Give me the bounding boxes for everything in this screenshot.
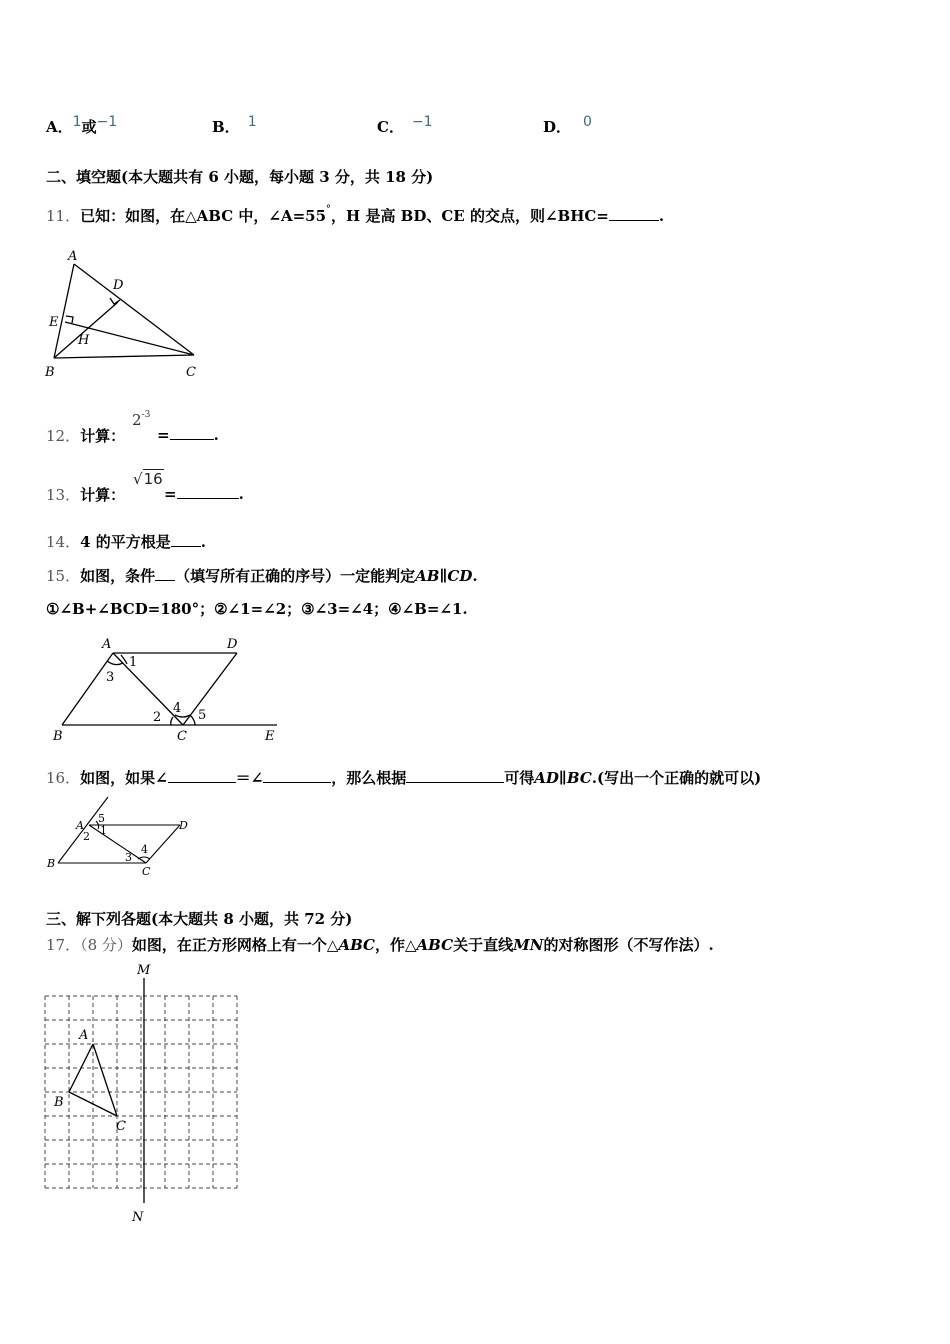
svg-text:C: C xyxy=(186,365,196,380)
q15-text: 15．如图，条件 （填写所有正确的序号）一定能判定AB∥CD. xyxy=(46,567,478,585)
q11-triangle-figure xyxy=(40,245,215,385)
svg-text:2: 2 xyxy=(83,830,90,843)
svg-text:1: 1 xyxy=(100,824,107,837)
q13-text: 13．计算： xyxy=(46,486,126,504)
svg-text:A: A xyxy=(79,1028,89,1043)
q16-text: 16．如图，如果∠ ＝∠ ，那么根据 可得AD∥BC.(写出一个正确的就可以) xyxy=(46,769,762,787)
q13-answer: = . xyxy=(164,485,244,503)
svg-text:B: B xyxy=(45,365,55,380)
svg-text:5: 5 xyxy=(198,708,207,723)
svg-text:N: N xyxy=(132,1210,144,1225)
svg-text:A: A xyxy=(102,637,112,652)
svg-text:E: E xyxy=(265,729,275,744)
option-a-value2: −1 xyxy=(96,114,118,130)
svg-text:D: D xyxy=(227,637,238,652)
svg-text:H: H xyxy=(78,333,90,348)
q17-grid-figure xyxy=(40,960,250,1225)
svg-text:3: 3 xyxy=(106,670,115,685)
svg-text:5: 5 xyxy=(98,812,105,825)
svg-text:C: C xyxy=(177,729,187,744)
svg-text:C: C xyxy=(116,1119,126,1134)
svg-text:M: M xyxy=(137,963,151,978)
q12-text: 12．计算： xyxy=(46,427,126,445)
svg-text:B: B xyxy=(54,1095,64,1110)
svg-text:B: B xyxy=(53,729,63,744)
svg-text:A: A xyxy=(68,249,78,264)
svg-text:C: C xyxy=(142,865,151,877)
q15-conditions: ①∠B+∠BCD=180°；②∠1=∠2；③∠3=∠4；④∠B=∠1. xyxy=(46,600,468,618)
svg-text:2: 2 xyxy=(153,710,162,725)
option-a: A．1或−1 xyxy=(46,114,118,136)
svg-text:4: 4 xyxy=(141,843,148,856)
q16-figure xyxy=(44,795,204,877)
section3-title: 三、解下列各题(本大题共 8 小题，共 72 分) xyxy=(46,910,353,928)
svg-text:B: B xyxy=(47,857,56,870)
q15-parallelogram-figure xyxy=(45,633,285,748)
q12-formula: $2^{-3}$ xyxy=(132,410,151,429)
svg-text:3: 3 xyxy=(125,851,132,864)
option-a-value1: 1 xyxy=(72,114,82,130)
q14-text: 14．4 的平方根是 . xyxy=(46,533,206,551)
svg-text:1: 1 xyxy=(129,655,138,670)
q17-text: 17．（8 分）如图，在正方形网格上有一个△ABC，作△ABC关于直线MN的对称图形（不写作法）. xyxy=(46,936,714,954)
option-b: B． 1 xyxy=(212,114,257,136)
svg-text:E: E xyxy=(49,315,59,330)
svg-text:D: D xyxy=(113,278,124,293)
option-d: D． 0 xyxy=(543,114,592,136)
svg-text:4: 4 xyxy=(173,701,182,716)
section2-title: 二、填空题(本大题共有 6 小题，每小题 3 分，共 18 分) xyxy=(46,168,434,186)
svg-text:A: A xyxy=(76,819,84,832)
svg-text:D: D xyxy=(179,819,188,832)
q13-formula: √16 xyxy=(133,470,163,488)
q11-text: 11．已知：如图，在△ABC 中，∠A=55°，H 是高 BD、CE 的交点，则∠BHC= . xyxy=(46,204,665,225)
option-c: C． −1 xyxy=(377,114,433,136)
q12-answer: = . xyxy=(157,426,219,444)
